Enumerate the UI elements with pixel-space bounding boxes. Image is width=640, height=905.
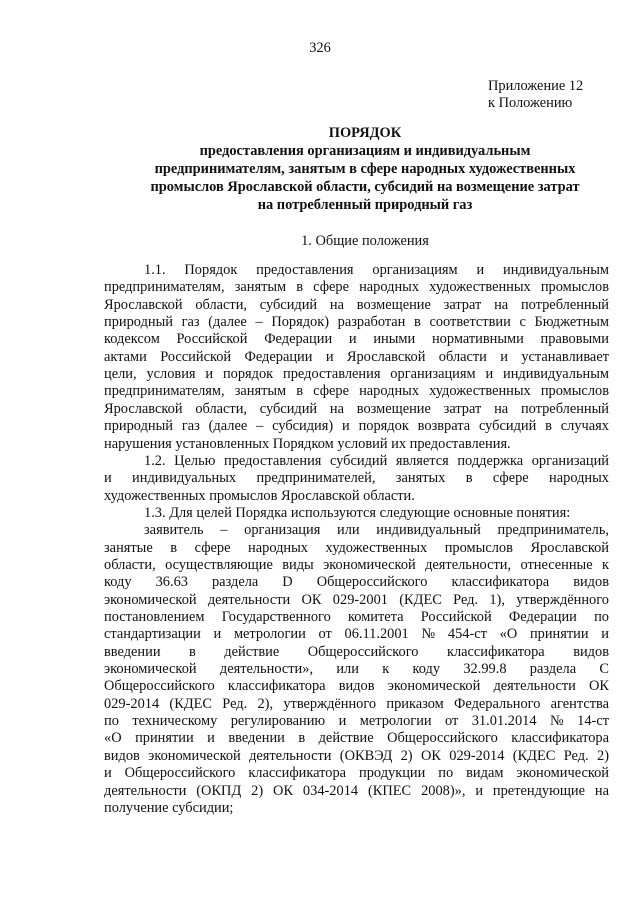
word: области [438,348,487,365]
word: классификатора [248,765,347,782]
word: Федерации [264,331,333,348]
body-line [104,314,609,331]
body-line [104,574,609,591]
word: 029-2014 [104,695,160,712]
word: и [342,418,350,435]
word: 06.11.2001 [344,626,409,643]
body-line [104,644,609,661]
word: на [329,400,344,417]
word: и [104,765,112,782]
word: затрат [443,296,482,313]
word: на [329,296,344,313]
word: классификатора [446,643,545,660]
word: метрологии [233,626,306,643]
word: иными [373,331,416,348]
body-line [144,505,609,522]
word: Государственного [221,609,331,625]
word: 2), [257,695,274,712]
word: Порядком [272,435,334,452]
word: раздела [529,661,577,678]
word: Ярославской [530,539,609,556]
word: промыслов [444,539,513,556]
word: С [599,661,609,678]
word: занятым [234,383,287,400]
word: (далее [208,314,247,331]
word: действие [318,730,374,747]
word: – [256,418,264,435]
word: потребленный [520,400,609,417]
word: народных [248,539,308,556]
body-line [104,383,609,400]
word: 029-2014 [449,747,505,764]
word: понятия: [516,504,571,521]
word: введении [228,730,285,747]
title-line: на потребленный природный газ [257,197,473,213]
body-line [104,661,609,678]
word: деятельности [207,591,291,608]
word: целей [196,504,232,521]
word: агентства [550,695,609,712]
word: природный [104,314,173,331]
word: от [318,626,332,643]
word: народных [359,279,420,296]
word: Общероссийского [387,730,498,747]
word: индивидуальных [132,470,237,487]
word: Общероссийского [316,574,428,591]
word: потребленный [520,296,609,313]
word: Ярославской [104,400,183,417]
word: «О [104,730,122,747]
word: к [602,556,609,573]
word: 1.1. [144,262,166,278]
word: в [189,643,196,660]
body-line [104,366,609,383]
word: области, [195,400,248,417]
word: утверждённого [283,695,377,712]
word: (КДЕС [399,591,442,608]
word: промыслов [209,487,278,504]
word: (КПЕС [367,782,412,799]
body-line [104,626,609,643]
word: № [421,626,436,643]
word: установленных [175,435,270,452]
word: газ [181,314,200,331]
body-line [104,470,609,487]
appendix-reference: к Положению [488,95,573,111]
word: ОК [420,747,441,764]
word: сфере [313,383,349,400]
document-title: ПОРЯДОК [328,125,402,141]
word: Бюджетным [534,314,609,331]
word: порядок [222,366,274,383]
word: и [475,782,484,799]
word: и [338,713,347,730]
word: раздела [211,574,259,591]
word: получение [104,799,169,816]
word: затрат [443,400,482,417]
word: видов [338,678,375,695]
word: является [395,452,449,469]
word: художественных [429,383,531,400]
body-line [144,262,609,279]
word: организациям [390,366,476,383]
word: занятым [234,279,287,296]
word: Федерального [454,695,541,712]
title-line: предоставления организациям и индивидуальным [199,143,531,159]
word: Федерации [244,348,313,365]
word: «О [499,626,518,643]
word: видов [104,747,140,764]
word: видов [573,574,609,591]
word: в [465,470,473,487]
word: предприниматель, [497,522,609,539]
body-line [104,540,609,557]
word: организация [244,522,321,539]
body-line [144,453,609,470]
word: Порядок [184,262,238,278]
word: 034-2014 [302,782,359,799]
word: и [213,626,222,643]
body-line [104,678,609,695]
word: Общероссийского [104,678,215,695]
word: цели, [104,366,137,383]
word: Российской [160,348,232,365]
word: в [414,314,421,331]
word: стандартизации [104,626,201,643]
word: возмещение [356,400,431,417]
body-line [104,783,609,800]
word: нарушения [104,435,172,452]
word: 1.2. [144,452,166,469]
word: предоставления [256,262,354,278]
word: и [104,470,112,487]
word: деятельности [249,747,332,764]
word: постановлением [104,609,205,625]
word: отнесенные [520,556,593,573]
word: утверждённого [516,591,609,608]
word: возврата [417,418,471,435]
word: условия [146,366,196,383]
word: актами [104,348,147,365]
word: комитета [348,609,404,625]
word: в [296,279,304,296]
word: действие [224,643,280,660]
word: субсидий [478,418,537,435]
word: D [282,574,293,591]
word: следующие [379,504,450,521]
word: 2008)», [421,782,466,799]
word: 2) [251,782,264,799]
title-line: промыслов Ярославской области, субсидий на возмещение затрат [150,179,580,195]
word: 1), [489,591,505,608]
word: ОК [301,591,322,608]
word: природный [104,418,173,435]
word: и [325,348,334,365]
word: Порядка [235,504,288,521]
word: коду [104,574,132,591]
word: предпринимателям, [104,279,225,296]
word: экономической [516,765,609,782]
word: субсидия) [272,418,334,435]
word: индивидуальным [503,366,609,383]
word: народных [549,470,609,487]
word: нормативными [431,331,524,348]
body-line [104,765,609,782]
word: осуществляющие [165,556,273,573]
word: на [494,400,509,417]
body-line [104,349,609,366]
word: устанавливает [521,348,609,365]
word: Ярославской [346,348,426,365]
word: возмещение [356,296,431,313]
word: деятельности [493,678,576,695]
word: основные [453,504,513,521]
word: на [494,296,509,313]
word: на [594,782,609,799]
body-line [104,730,609,747]
word: 32.99.8 [463,661,507,678]
word: видам [466,765,504,782]
word: поддержка [457,452,524,469]
body-line [104,592,609,609]
word: экономической [104,661,197,678]
word: ОК [589,678,609,695]
word: субсидии; [172,799,234,816]
word: Российской [176,331,248,348]
word: 31.01.2014 [471,713,537,730]
word: (ОКВЭД [339,747,393,764]
word: по [104,713,119,730]
word: Общероссийского [124,765,236,782]
appendix-label: Приложение 12 [488,78,584,94]
word: субсидий [329,452,388,469]
body-line [104,331,609,348]
word: видов [573,643,609,660]
word: соответствии [429,314,511,331]
word: предоставления. [409,435,511,452]
word: классификатора [227,678,326,695]
word: по [594,609,609,625]
word: художественных [325,539,428,556]
word: экономической [148,747,241,764]
word: Ярославской [104,296,183,313]
word: претендующие [492,782,586,799]
word: субсидий [259,400,318,417]
word: коду [412,661,441,678]
word: предоставления [224,452,322,469]
word: их [391,435,407,452]
word: промыслов [540,383,609,400]
word: Общероссийского [307,643,419,660]
word: Для [169,504,193,521]
word: или [337,522,360,539]
word: 14-ст [577,713,609,730]
word: области, [104,556,156,573]
word: экономической [104,591,197,608]
word: художественных [104,487,206,504]
word: 36.63 [155,574,188,591]
word: народных [359,383,420,400]
section-heading: 1. Общие положения [301,233,429,249]
word: Порядок) [271,314,330,331]
body-line [104,436,609,453]
word: Ред. [453,591,479,608]
word: – [255,314,263,331]
word: заявитель [144,522,204,539]
body-line [104,401,609,418]
word: предоставления [283,366,381,383]
body-line [104,557,609,574]
word: сфере [492,470,529,487]
word: и [348,331,357,348]
word: в [296,383,304,400]
word: классификатора [451,574,550,591]
body-line [104,748,609,765]
word: Российской [420,609,492,625]
body-line [104,488,609,505]
word: 2) [597,747,609,764]
word: принятии [135,730,194,747]
word: организаций [531,452,609,469]
word: (ОКПД [196,782,242,799]
word: области, [195,296,248,313]
word: Ред. [563,747,589,764]
word: порядок [358,418,409,435]
body-line [104,297,609,314]
word: и [601,626,609,643]
word: области. [363,487,415,504]
body-line [104,609,609,626]
word: продукции [359,765,426,782]
word: № [549,713,564,730]
word: к [382,661,390,678]
body-line [144,522,609,539]
word: художественных [429,279,531,296]
word: деятельности», [219,661,314,678]
word: (далее [208,418,248,435]
word: (КДЕС [169,695,213,712]
word: в [170,539,178,556]
word: и [476,262,485,278]
word: индивидуальный [376,522,481,539]
word: субсидий [259,296,318,313]
page-number: 326 [309,40,331,56]
word: и [207,730,215,747]
word: промыслов [540,279,609,296]
word: экономической [323,556,416,573]
body-line [104,800,609,817]
word: разработан [337,314,406,331]
word: условий [337,435,388,452]
word: правовыми [540,331,609,348]
word: – [220,522,228,539]
word: Ярославской [280,487,360,504]
word: случаях [560,418,609,435]
word: газ [181,418,200,435]
word: организациям [372,262,458,278]
word: приказом [386,695,444,712]
word: Целью [174,452,216,469]
word: (КДЕС [512,747,556,764]
body-line [104,713,609,730]
word: или [336,661,359,678]
body-line [104,696,609,713]
word: и [500,348,508,365]
word: деятельности, [425,556,512,573]
word: экономической [387,678,481,695]
title-line: предпринимателям, занятым в сфере народных художественных [154,161,576,177]
word: и [485,366,494,383]
word: в [298,730,306,747]
word: 1.3. [144,504,166,521]
word: введении [104,643,161,660]
word: и [205,366,214,383]
word: Федерации [508,609,577,625]
word: предпринимателям, [104,383,225,400]
word: сфере [194,539,231,556]
body-line [104,418,609,435]
word: 029-2001 [332,591,388,608]
word: деятельности [104,782,187,799]
word: виды [282,556,314,573]
word: 2) [400,747,413,764]
word: принятии [529,626,589,643]
word: занятые [104,539,153,556]
word: сфере [313,279,349,296]
word: от [445,713,459,730]
word: используются [290,504,377,521]
word: техническому [132,713,218,730]
word: регулированию [230,713,326,730]
word: предпринимателей, [256,470,376,487]
word: занятых [395,470,446,487]
word: классификатора [511,730,609,747]
body-line [104,279,609,296]
word: ОК [273,782,294,799]
word: метрологии [359,713,432,730]
word: Ред. [222,695,248,712]
word: с [519,314,526,331]
word: в [545,418,552,435]
word: по [438,765,454,782]
word: 454-ст [447,626,487,643]
word: кодексом [104,331,160,348]
word: индивидуальным [503,262,609,278]
